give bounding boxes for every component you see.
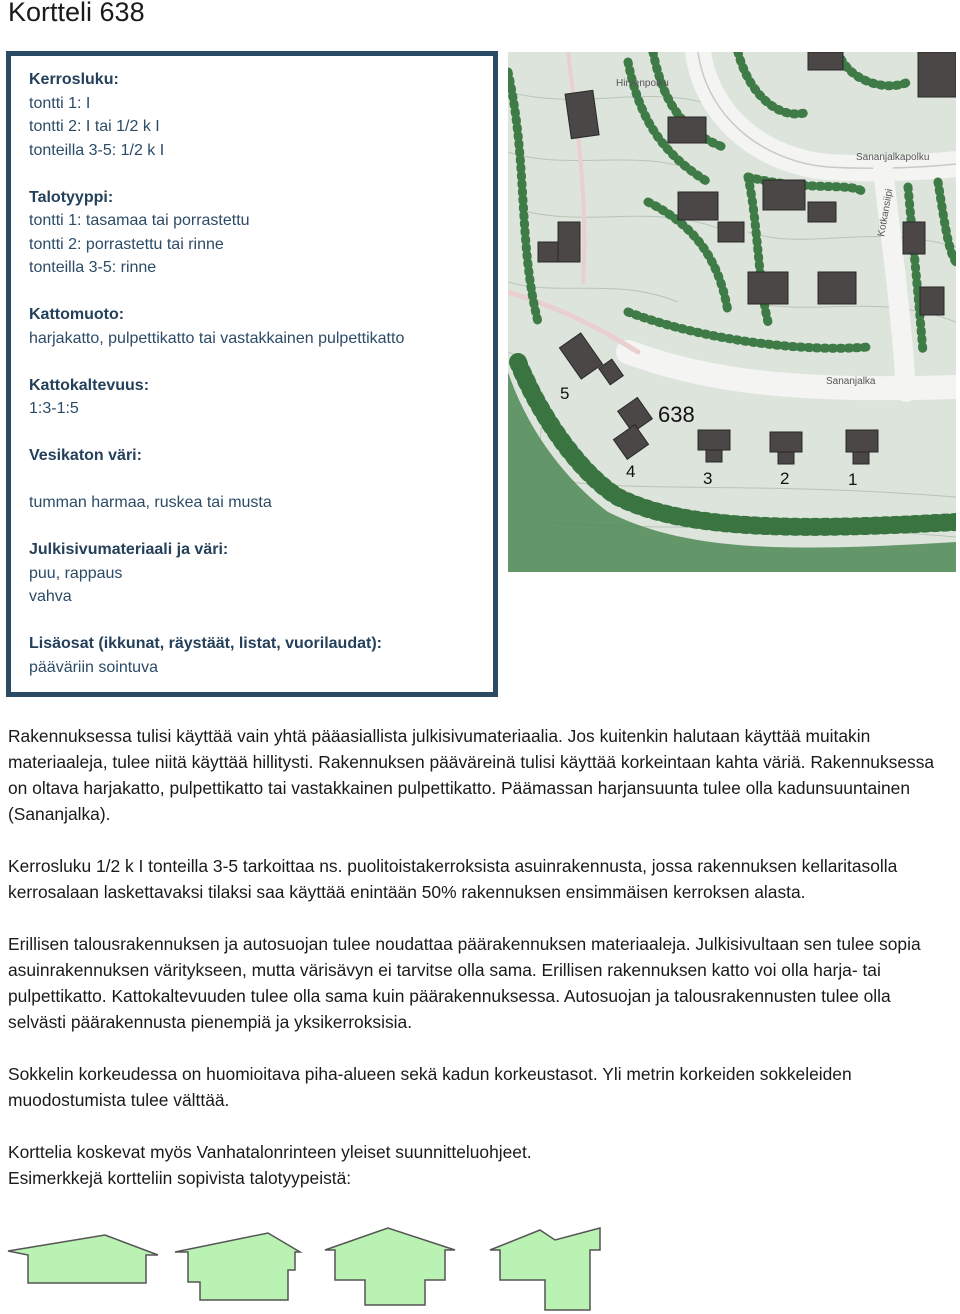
spec-group: [29, 538, 483, 609]
map-block-number: 638: [658, 402, 695, 427]
spec-value: pääväriin sointuva: [29, 658, 158, 676]
site-plan-map: [508, 52, 956, 572]
spec-label: Kattomuoto:: [29, 306, 125, 323]
spec-value: tontti 1: tasamaa tai porrastettu: [29, 212, 250, 229]
spec-group: [29, 374, 483, 421]
house-split-level-2: [325, 1228, 455, 1305]
spec-label: Vesikaton väri:: [29, 447, 142, 464]
spec-label: Kerrosluku:: [29, 71, 119, 88]
spec-value: puu, rappaus: [29, 564, 123, 582]
spec-label: Talotyyppi:: [29, 188, 114, 206]
spec-value: [29, 468, 483, 492]
map-street-label: Hirvenpolku: [616, 78, 669, 89]
spec-label: Lisäosat (ikkunat, räystäät, listat, vuorilaudat):: [29, 635, 382, 652]
map-lot-number: 1: [848, 470, 858, 489]
map-lot-number: 2: [780, 469, 790, 488]
guideline-text: [8, 723, 953, 1191]
map-lot-number: 4: [626, 462, 636, 481]
guideline-paragraph: Kerrosluku 1/2 k I tonteilla 3-5 tarkoittaa ns. puolitoistakerroksista asuinrakennusta, jossa rakennuksen kellaritasolla kerrosalaan laskettavaksi tilaksi saa käyttää enintään 50% rakennuksen ensimmäisen kerroksen alasta.: [8, 856, 898, 902]
house-split-level: [175, 1233, 300, 1300]
house-slope: [490, 1228, 600, 1310]
map-lot-number: 5: [560, 384, 570, 403]
spec-value: tontti 2: porrastettu tai rinne: [29, 235, 224, 253]
map-street-label: Sananjalka: [826, 376, 876, 387]
building-spec-box: [6, 51, 498, 697]
guideline-paragraph: Erillisen talousrakennuksen ja autosuojan tulee noudattaa päärakennuksen materiaaleja. Julkisivultaan sen tulee sopia asuinrakennuksen väritykseen, mutta värisävyn ei tarvitse olla sama. Erillisen rakennuksen katto voi olla harja- tai pulpettikatto. Kattokaltevuuden tulee olla sama kuin päärakennuksessa. Autosuojan ja talousrakennusten tulee olla selvästi päärakennusta pienempiä ja yksikerroksisia.: [8, 934, 921, 1032]
spec-value: tontti 1: I: [29, 94, 91, 112]
page-title: Kortteli 638: [8, 0, 145, 27]
spec-value: 1:3-1:5: [29, 400, 79, 417]
guideline-paragraph: Esimerkkejä kortteliin sopivista talotyypeistä:: [8, 1168, 352, 1188]
map-lot-number: 3: [703, 469, 713, 488]
spec-value: harjakatto, pulpettikatto tai vastakkainen pulpettikatto: [29, 329, 405, 347]
spec-group: [29, 444, 483, 515]
map-street-label: Sananjalkapolku: [856, 152, 930, 163]
spec-label: Julkisivumateriaali ja väri:: [29, 541, 229, 558]
house-flat-ground: [8, 1235, 158, 1283]
spec-value: vahva: [29, 588, 72, 605]
spec-group: [29, 186, 483, 280]
spec-group: [29, 632, 483, 679]
spec-value: tontti 2: I tai 1/2 k I: [29, 118, 160, 135]
guideline-paragraph: Sokkelin korkeudessa on huomioitava piha-alueen sekä kadun korkeustasot. Yli metrin korkeiden sokkeleiden muodostumista tulee välttää.: [8, 1064, 852, 1110]
spec-label: Kattokaltevuus:: [29, 376, 150, 394]
map-street-label: Kotkansiipi: [876, 187, 896, 238]
guideline-paragraph: Korttelia koskevat myös Vanhatalonrinteen yleiset suunnitteluohjeet.: [8, 1142, 532, 1162]
spec-value: tonteilla 3-5: 1/2 k I: [29, 141, 165, 159]
spec-group: [29, 303, 483, 350]
house-type-examples: [0, 1225, 960, 1314]
guideline-paragraph: Rakennuksessa tulisi käyttää vain yhtä pääasiallista julkisivumateriaalia. Jos kuitenkin halutaan käyttää muitakin materiaaleja, tulee niitä käyttää hillitysti. Rakennuksen pääväreinä tulisi käyttää korkeintaan kahta väriä. Rakennuksessa on oltava harjakatto, pulpettikatto tai vastakkainen pulpettikatto. Päämassan harjansuunta tulee olla kadunsuuntainen (Sananjalka).: [8, 726, 935, 824]
spec-group: [29, 68, 483, 162]
spec-value: tonteilla 3-5: rinne: [29, 259, 157, 276]
spec-value: tumman harmaa, ruskea tai musta: [29, 494, 272, 511]
spec-list: [29, 68, 483, 703]
